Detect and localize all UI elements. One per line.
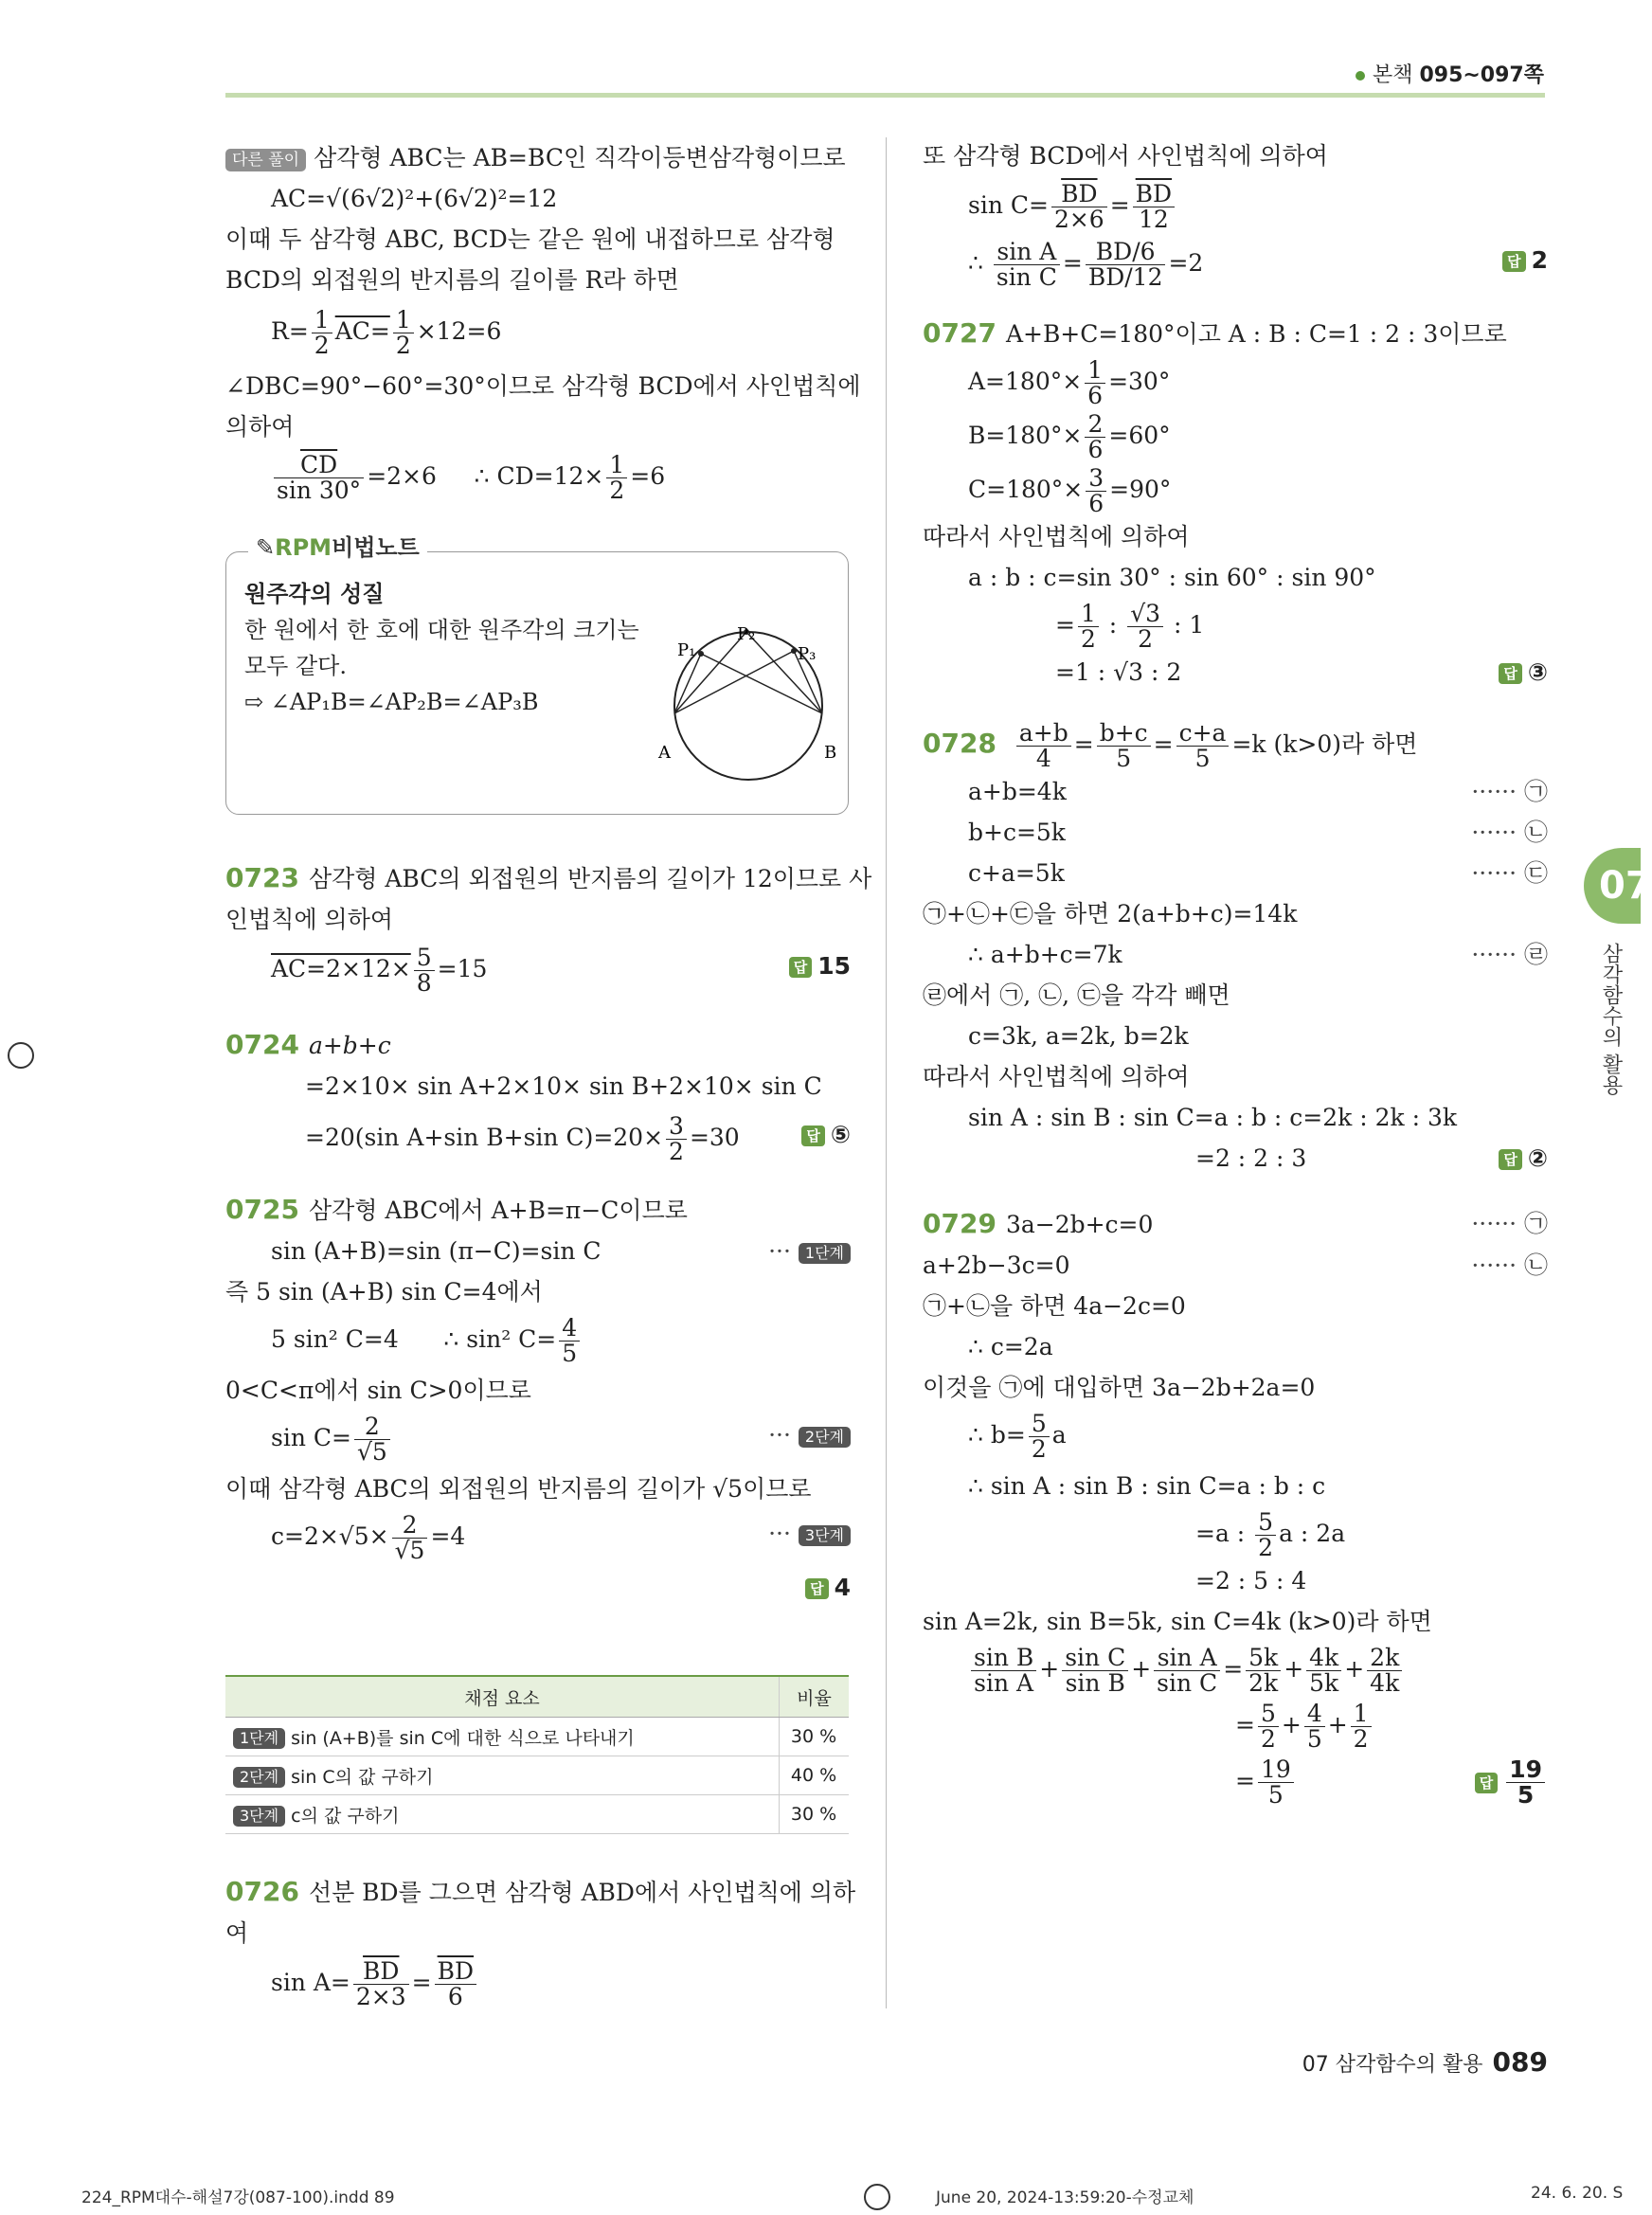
page-number: 089 [1492,2046,1548,2078]
answer-badge: 답 ⑤ [801,1114,851,1155]
fig-label-p1: P₁ [677,640,696,660]
answer-badge: 답 15 [789,945,851,986]
table-row: 1단계 sin (A+B)를 sin C에 대한 식으로 나타내기 30 % [225,1718,849,1756]
table-row: 3단계 c의 값 구하기 30 % [225,1795,849,1834]
bullet-icon [1356,71,1365,81]
answer-badge: 답 4 [805,1567,851,1608]
page-header: 본책 095~097쪽 [1356,59,1544,88]
fig-label-a: A [658,743,671,763]
table-row: 2단계 sin C의 값 구하기 40 % [225,1756,849,1795]
answer-badge: 답 2 [1502,240,1548,280]
scoring-table: 채점 요소 비율 1단계 sin (A+B)를 sin C에 대한 식으로 나타내기 30 % 2단계 sin C의 값 구하기 40 % 3단계 c의 값 구하기 30 % [225,1675,849,1834]
fig-label-b: B [824,743,837,763]
step-badge: 2단계 [799,1427,851,1448]
chapter-side-title: 삼각함수의 활용 [1599,943,1623,1095]
fig-label-p2: P₂ [737,624,756,644]
answer-badge: 답 ③ [1499,652,1548,693]
problem-number: 0723 [225,862,299,893]
print-stamp: 24. 6. 20. S [1531,2184,1624,2203]
column-divider [886,137,887,2008]
left-column-3: 0726 선분 BD를 그으면 삼각형 ABD에서 사인법칙에 의하 여 sin A= $\frac{\overline{BD}}{2\times 3}$ = $\frac{\overline{BD}}{6}$ [225,1876,856,2010]
header-rule [225,93,1545,98]
registration-mark-icon [864,2184,890,2210]
step-badge: 3단계 [799,1525,851,1546]
alt-solution-tag: 다른 풀이 [225,149,306,171]
registration-mark-icon [8,1042,34,1069]
answer-badge: 답 ② [1499,1138,1548,1179]
print-filename: 224_RPM대수-해설7강(087-100).indd 89 [81,2188,395,2207]
right-column: 또 삼각형 BCD에서 사인법칙에 의하여 sin C= $\frac{\overline{BD}}{2\times 6}$ = $\frac{\overline{BD}}{12}$ ∴ $\frac{\text{sin A}}{\text{sin C}}$ = $\frac{BD/6}{BD/12}$ =2 답 2 0727 A+B+C=180°이고 A : B : C=1 : 2 : 3이므로 A=180°× $\frac{1}{6}$ =30° B=180°× $\frac{2}{6}$ =60° C=180°× $\frac{3}{6}$ =90° 따라서 사인법칙에 의하여 a : b : c=sin 30° : sin 60° : sin 90° = $\frac{1}{2}$ : $\frac{√3}{2}$ : 1 =1 : √3 : 2 답 ③ 0728 $\frac{a+b}{4}$ = $\frac{b+c}{5}$ = $\frac{c+a}{5}$ =k (k>0)라 하면 a+b=4k ······ ㉠ b+c=5k ······ ㉡ c+a=5k ······ ㉢ ㉠+㉡+㉢을 하면 2(a+b+c)=14k ∴ a+b+c=7k ······ ㉣ ㉣에서 ㉠, ㉡, ㉢을 각각 빼면 c=3k, a=2k, b=2k 따라서 사인법칙에 의하여 sin A : sin B : sin C=a : b : c=2k : 2k : 3k =2 : 2 : 3 답 ② 0729 3a−2b+c=0 ······ ㉠ a+2b−3c=0 ······ ㉡ ㉠+㉡을 하면 4a−2c=0 ∴ c=2a 이것을 ㉠에 대입하면 3a−2b+2a=0 ∴ b= $\frac{5}{2}$ a ∴ sin A : sin B : sin C=a : b : c =a : $\frac{5}{2}$ a : 2a =2 : 5 : 4 sin A=2k, sin B=5k, sin C=4k (k>0)라 하면 $\frac{\text{sin B}}{\text{sin A}}$ + $\frac{\text{sin C}}{\text{sin B}}$ + $\frac{\text{sin A}}{\text{sin C}}$ = $\frac{5k}{2k}$ + $\frac{4k}{5k}$ + $\frac{2k}{4k}$ = $\frac{5}{2}$ + $\frac{4}{5}$ + $\frac{1}{2}$ = $\frac{19}{5}$ 답 $\frac{19}{5}$ [923,142,1548,1809]
step-badge: 1단계 [799,1243,851,1264]
page-footer: 07 삼각함수의 활용 089 [1302,2046,1548,2078]
answer-badge: 답 $\frac{19}{5}$ [1475,1757,1548,1808]
rpm-note-content: 원주각의 성질 한 원에서 한 호에 대한 원주각의 크기는 모두 같다. ⇨ ∠AP₁B=∠AP₂B=∠AP₃B [244,581,639,715]
chapter-tab: 07 [1584,848,1641,924]
rpm-note-logo: ✎RPM비법노트 [248,529,427,562]
inscribed-angle-figure [654,625,843,786]
print-date: June 20, 2024-13:59:20-수정교체 [936,2188,1194,2207]
left-column-2: 0723 삼각형 ABC의 외접원의 반지름의 길이가 12이므로 사 인법칙에 의하여 AC=2×12× $\frac{5}{8}$ =15 답 15 0724 a+b+c =2×10× sin A+2×10× sin B+2×10× sin C =20(sin A+sin B+sin C)=20× $\frac{3}{2}$ =30 답 ⑤ 0725 삼각형 ABC에서 A+B=π−C이므로 sin (A+B)=sin (π−C)=sin C ··· 1단계 즉 5 sin (A+B) sin C=4에서 5 sin² C=4 ∴ sin² C= $\frac{4}{5}$ 0<C<π에서 sin C>0이므로 sin C= $\frac{2}{√5}$ ··· 2단계 이때 삼각형 ABC의 외접원의 반지름의 길이가 √5이므로 c=2×√5× $\frac{2}{√5}$ =4 ··· 3단계 답 4 [225,857,851,1608]
fig-label-p3: P₃ [798,644,817,664]
left-column: 다른 풀이 삼각형 ABC는 AB=BC인 직각이등변삼각형이므로 AC=√(6√2)²+(6√2)²=12 이때 두 삼각형 ABC, BCD는 같은 원에 내접하므로 삼각형 BCD의 외접원의 반지름의 길이를 R라 하면 R= $\frac{1}{2}$ AC= $\frac{1}{2}$ ×12=6 ∠DBC=90°−60°=30°이므로 삼각형 BCD에서 사인법칙에 의하여 $\frac{\overline{CD}}{\sin 30^\circ}$ =2×6 ∴ CD=12× $\frac{1}{2}$ =6 [225,144,861,504]
